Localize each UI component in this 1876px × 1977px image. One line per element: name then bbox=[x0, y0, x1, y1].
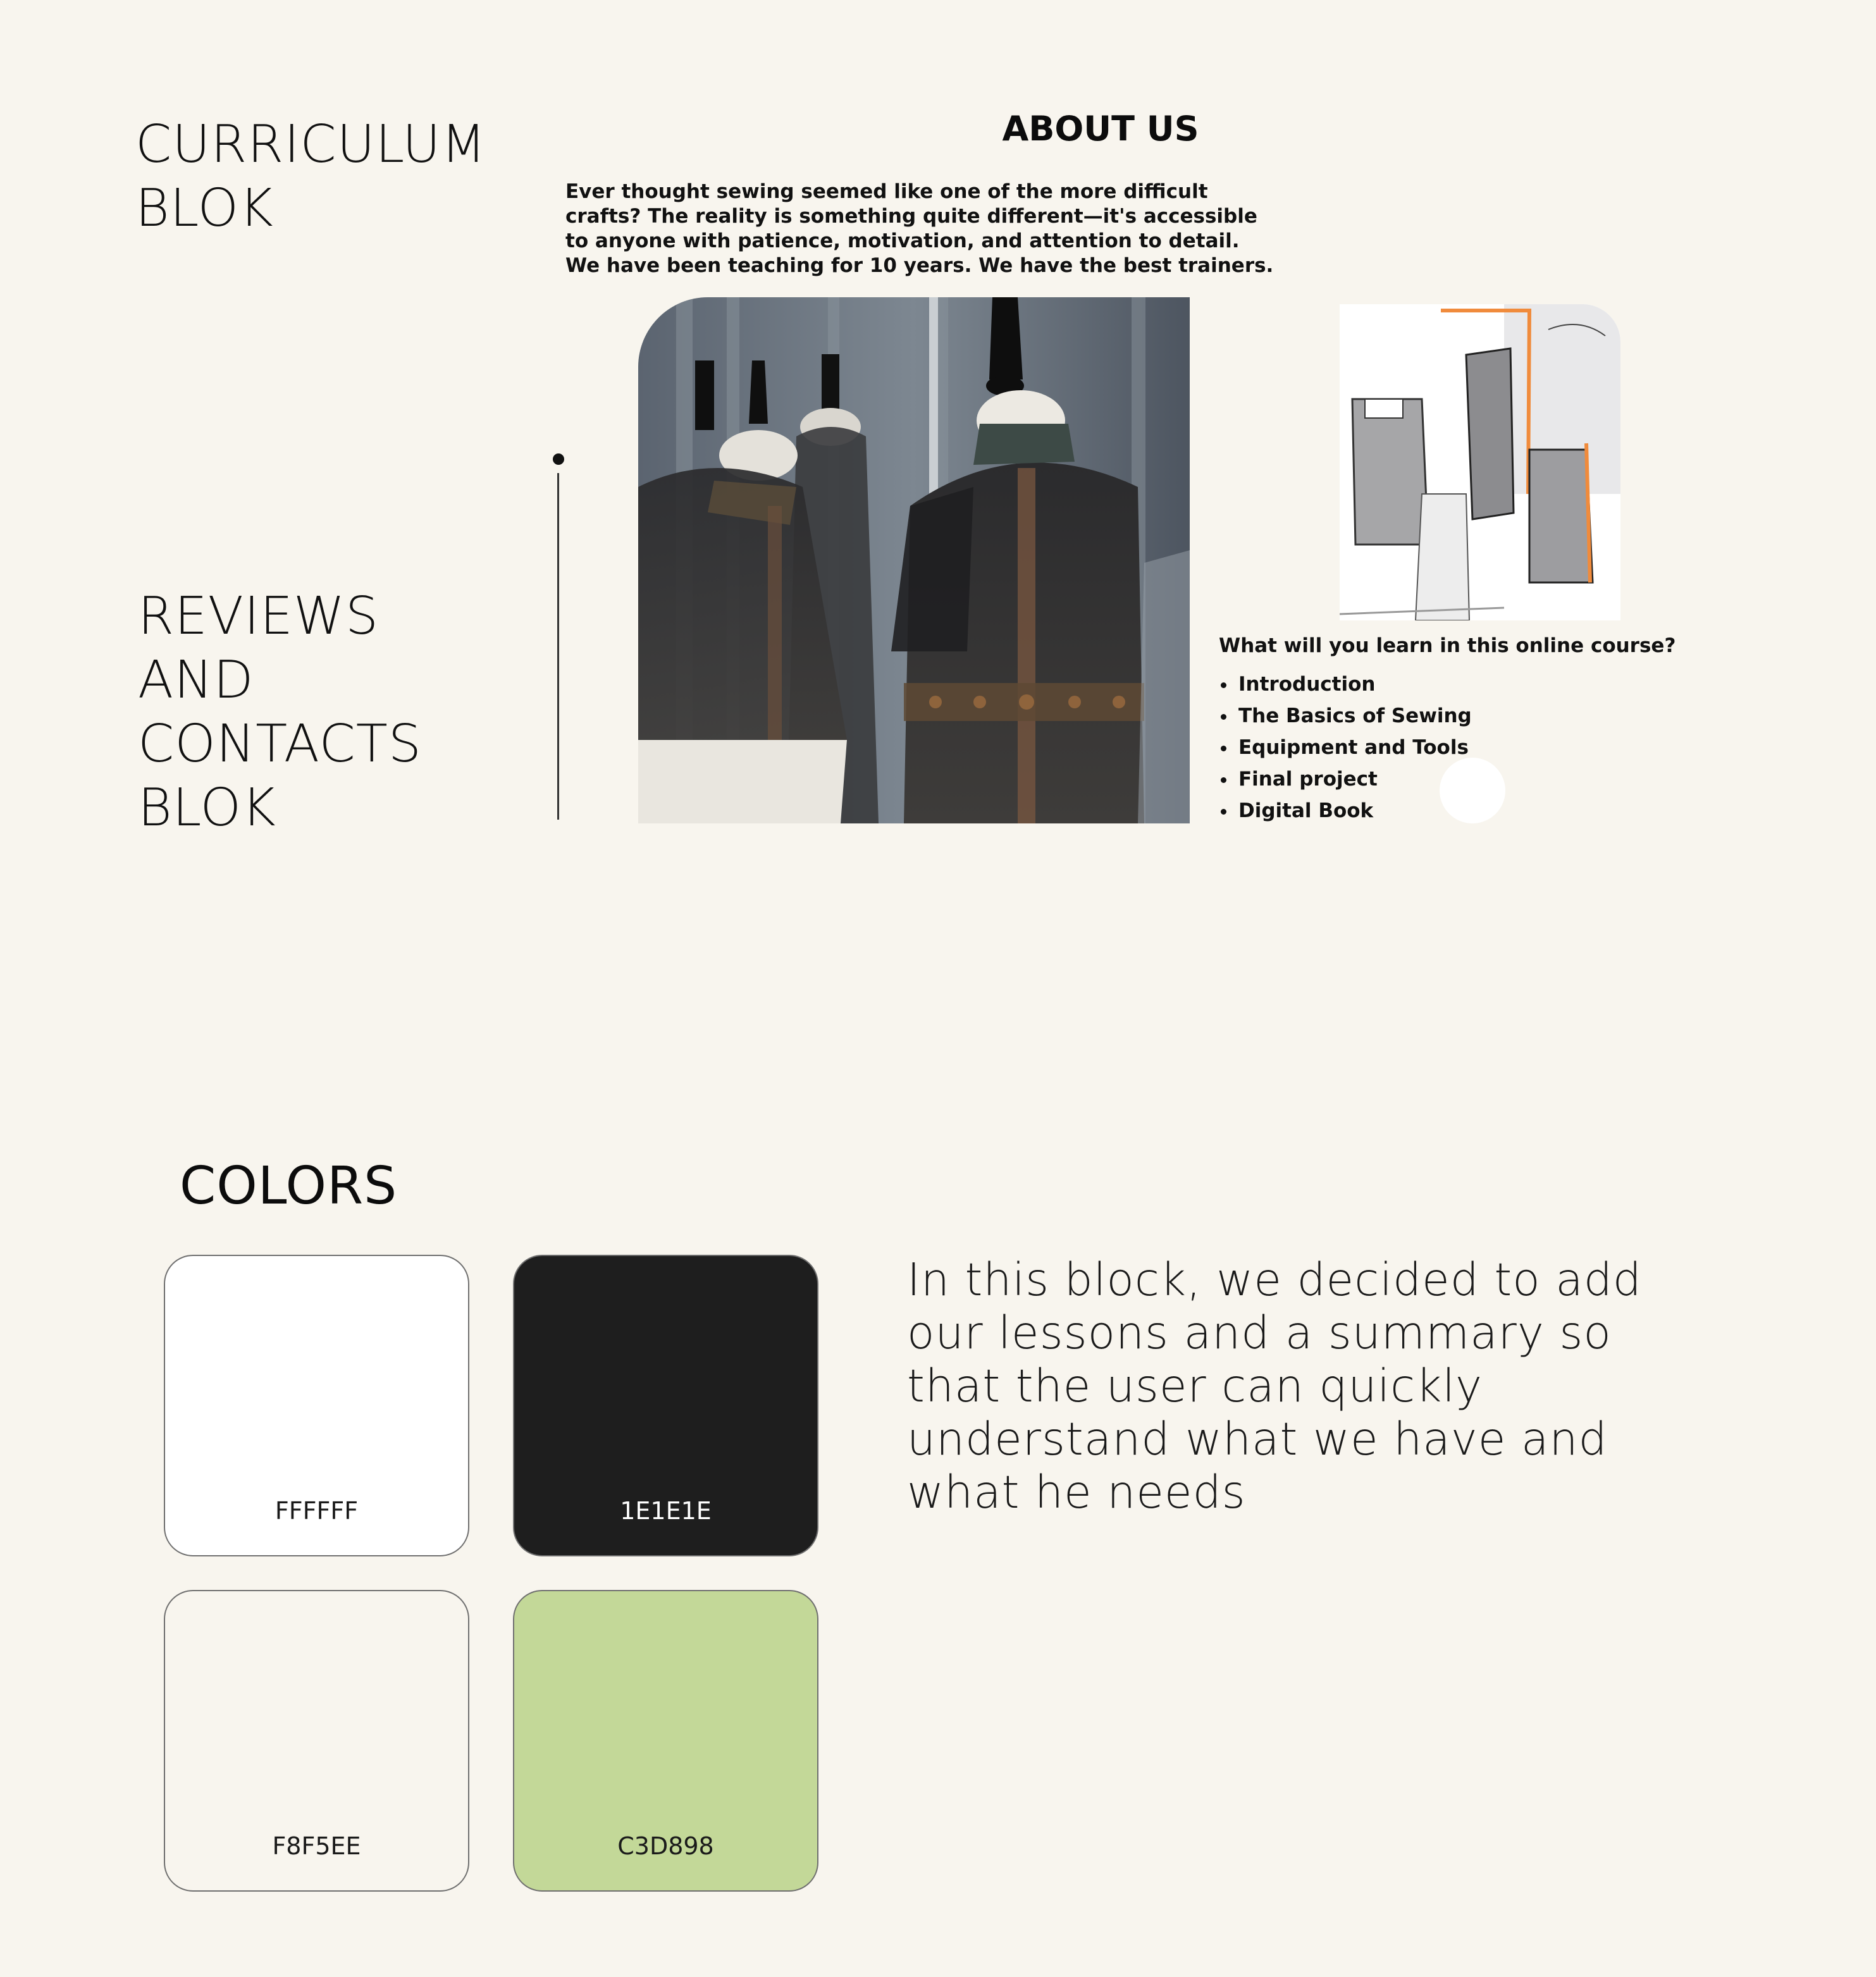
list-item: Introduction bbox=[1219, 668, 1472, 700]
color-swatch-cream bbox=[164, 1590, 469, 1892]
colors-heading: COLORS bbox=[180, 1156, 398, 1216]
list-item: Digital Book bbox=[1219, 795, 1472, 827]
swatch-label: FFFFFF bbox=[275, 1497, 359, 1525]
swatch-label: F8F5EE bbox=[272, 1832, 361, 1860]
reviews-block-title: REVIEWS AND CONTACTS BLOK bbox=[138, 586, 422, 838]
color-swatch-white bbox=[164, 1255, 469, 1556]
list-item: Final project bbox=[1219, 763, 1472, 795]
block-summary: In this block, we decided to add our lessons and a summary so that the user can quickly understand what we have and what he needs bbox=[907, 1253, 1642, 1518]
swatch-label: 1E1E1E bbox=[620, 1497, 712, 1525]
list-item: The Basics of Sewing bbox=[1219, 700, 1472, 732]
about-text: Ever thought sewing seemed like one of the more difficult crafts? The reality is something quite different—it's accessible to anyone with patience, motivation, and attention to detail. We have been teaching for 10 years. We have the best trainers. bbox=[565, 180, 1274, 277]
color-swatch-green bbox=[513, 1590, 818, 1892]
mannequins-photo bbox=[638, 297, 1190, 823]
about-heading: ABOUT US bbox=[1002, 109, 1199, 149]
course-question: What will you learn in this online course? bbox=[1219, 634, 1676, 657]
timeline-line bbox=[557, 473, 559, 820]
list-item: Equipment and Tools bbox=[1219, 732, 1472, 763]
decorative-circle bbox=[1440, 758, 1505, 823]
timeline-dot bbox=[553, 453, 564, 465]
fashion-sketch-photo bbox=[1340, 304, 1620, 620]
curriculum-block-title: CURRICULUM BLOK bbox=[135, 114, 487, 238]
swatch-label: C3D898 bbox=[617, 1832, 714, 1860]
course-list bbox=[1219, 668, 1472, 827]
color-swatch-dark bbox=[513, 1255, 818, 1556]
